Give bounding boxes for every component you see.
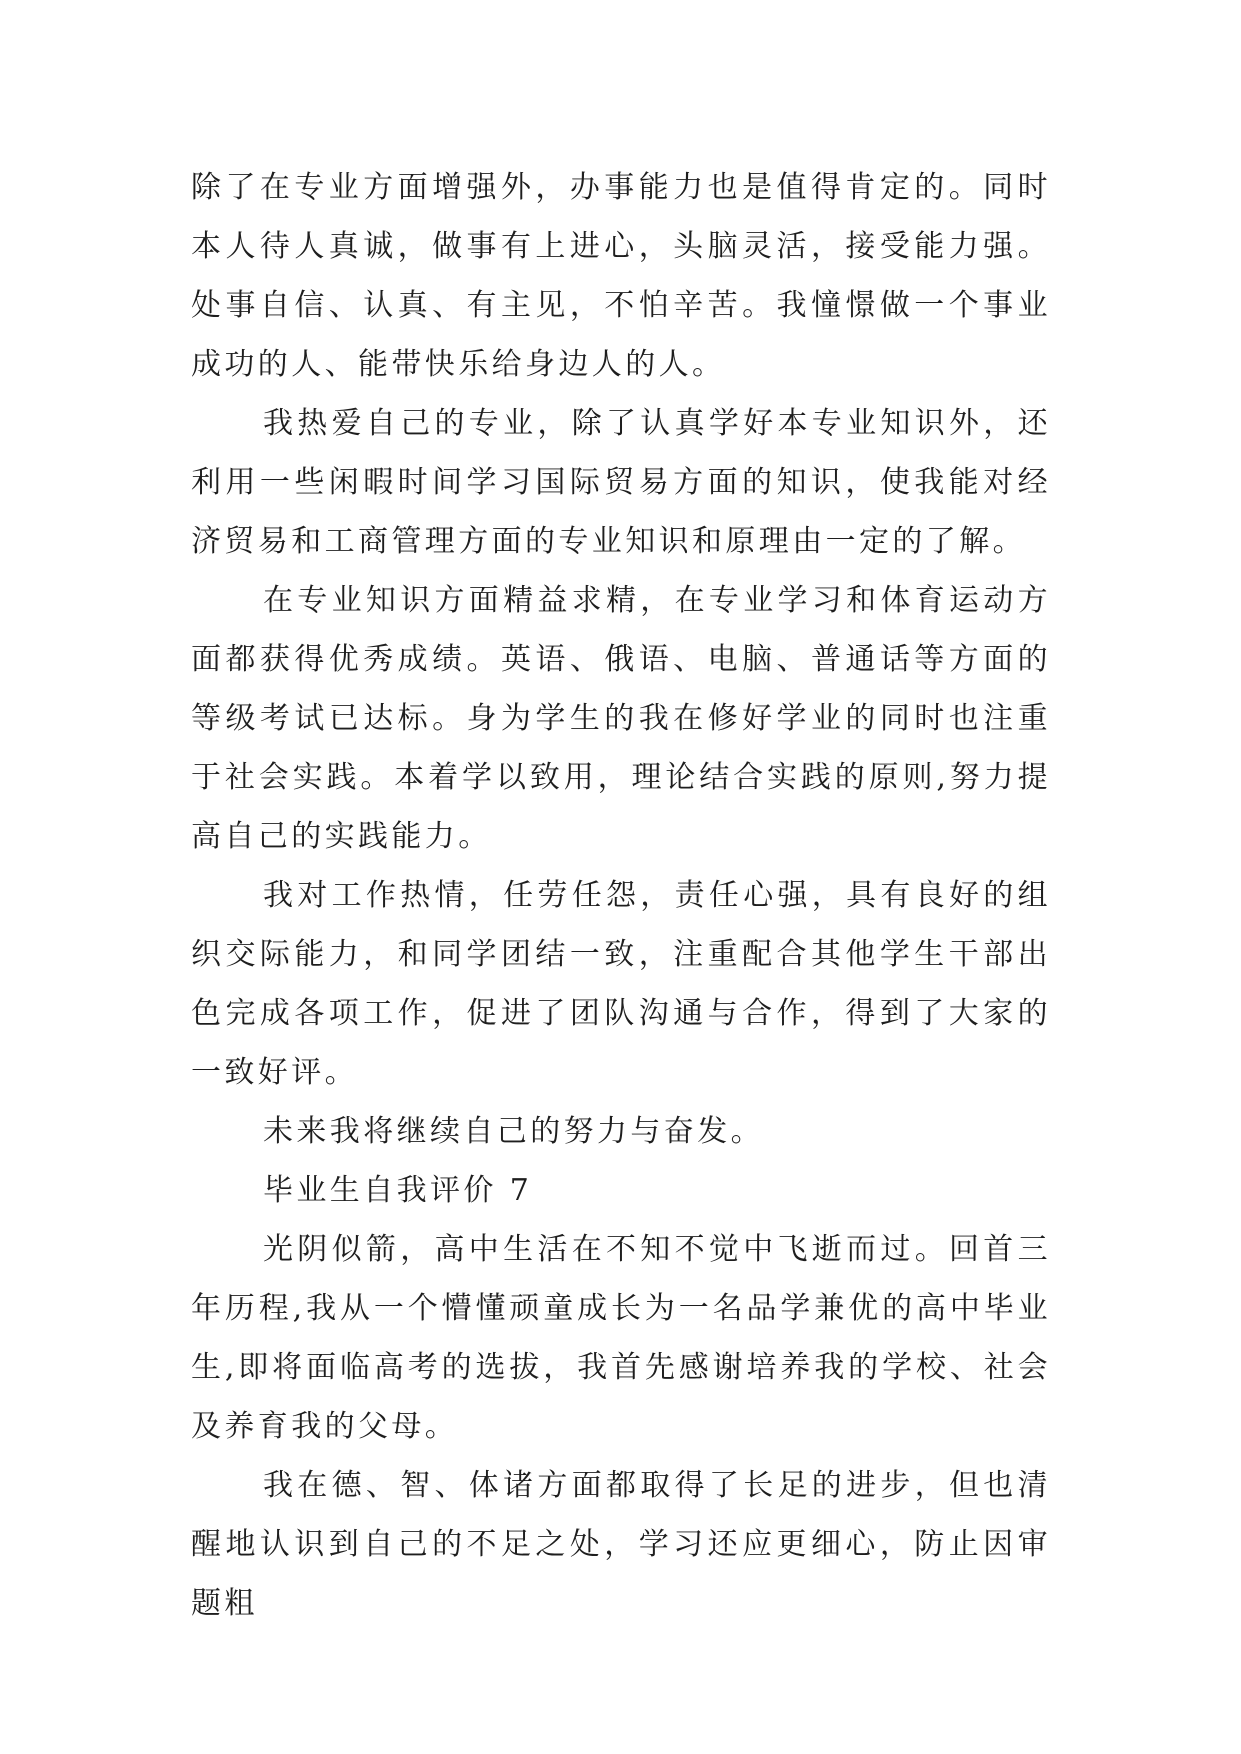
section-heading: 毕业生自我评价 7 [263,1173,533,1208]
paragraph-high-school: 光阴似箭，高中生活在不知不觉中飞逝而过。回首三年历程,我从一个懵懂顽童成长为一名品学兼优的高中毕业生,即将面临高考的选拔，我首先感谢培养我的学校、社会及养育我的父母。 [191,1232,1051,1444]
paragraph-future: 未来我将继续自己的努力与奋发。 [263,1114,764,1149]
document-page [191,158,1051,1633]
paragraph-achievements: 在专业知识方面精益求精，在专业学习和体育运动方面都获得优秀成绩。英语、俄语、电脑、普通话等方面的等级考试已达标。身为学生的我在修好学业的同时也注重于社会实践。本着学以致用，理论结合实践的原则,努力提高自己的实践能力。 [191,583,1051,854]
paragraph-continuation: 除了在专业方面增强外，办事能力也是值得肯定的。同时本人待人真诚，做事有上进心，头脑灵活，接受能力强。处事自信、认真、有主见，不怕辛苦。我憧憬做一个事业成功的人、能带快乐给身边人的人。 [191,170,1051,382]
paragraph-work-attitude: 我对工作热情，任劳任怨，责任心强，具有良好的组织交际能力，和同学团结一致，注重配合其他学生干部出色完成各项工作，促进了团队沟通与合作，得到了大家的一致好评。 [191,878,1051,1090]
paragraph-major-study: 我热爱自己的专业，除了认真学好本专业知识外，还利用一些闲暇时间学习国际贸易方面的知识，使我能对经济贸易和工商管理方面的专业知识和原理由一定的了解。 [191,406,1051,559]
paragraph-progress: 我在德、智、体诸方面都取得了长足的进步，但也清醒地认识到自己的不足之处，学习还应更细心，防止因审题粗 [191,1468,1051,1621]
